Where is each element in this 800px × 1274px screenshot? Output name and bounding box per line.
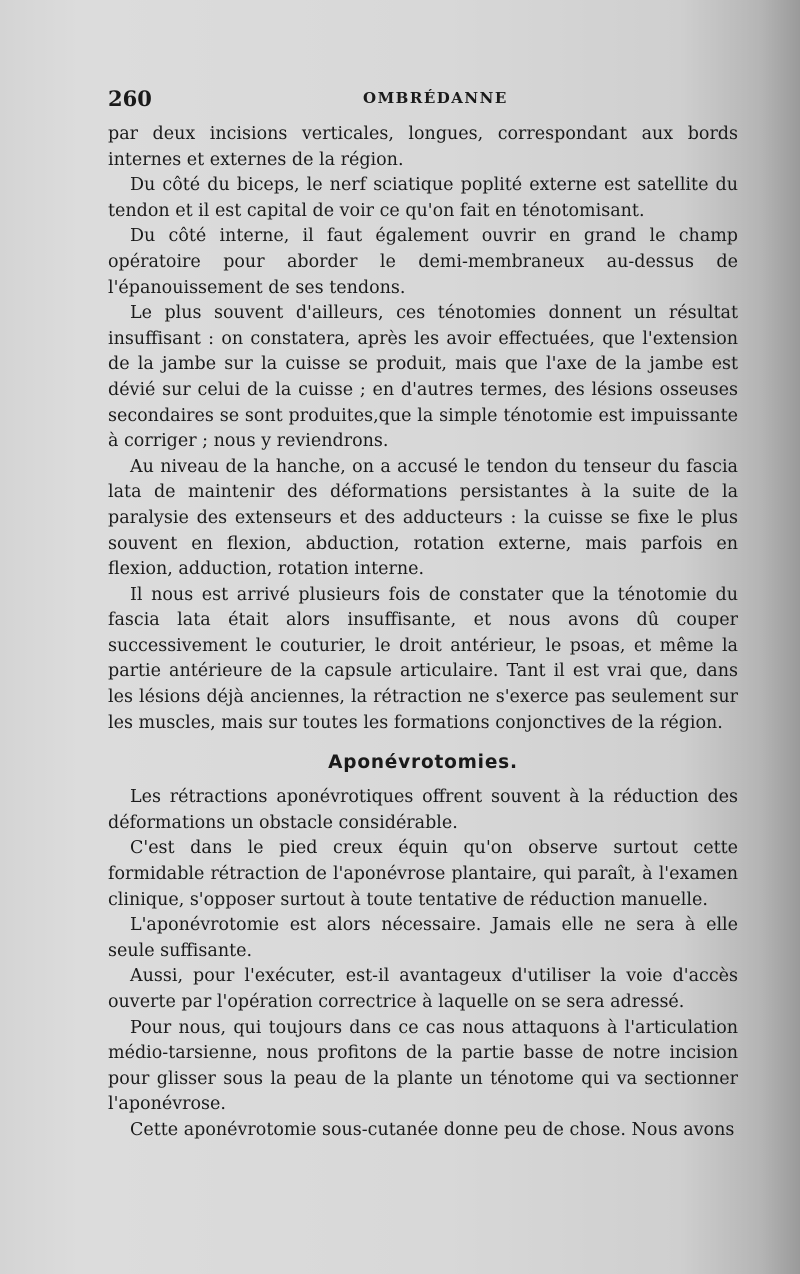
paragraph: Le plus souvent d'ailleurs, ces ténotomies donnent un résultat insuffisant : on constatera, après les avoir effectuées, que l'extension de la jambe sur la cuisse se produit, mais que l'axe de la jambe est dévié sur celui de la cuisse ; en d'autres termes, des lésions osseuses secondaires se sont produites,que la simple ténotomie est impuissante à corriger ; nous y reviendrons. (108, 303, 738, 452)
page-header (108, 86, 738, 114)
paragraph: Du côté interne, il faut également ouvrir en grand le champ opératoire pour aborder le demi-membraneux au-dessus de l'épanouissement de ses tendons. (108, 226, 738, 298)
paragraph: L'aponévrotomie est alors nécessaire. Jamais elle ne sera à elle seule suffisante. (108, 915, 738, 961)
running-head: OMBRÉDANNE (363, 89, 508, 107)
paragraph: Les rétractions aponévrotiques offrent souvent à la réduction des déformations un obstacle considérable. (108, 787, 738, 833)
paragraph: Au niveau de la hanche, on a accusé le tendon du tenseur du fascia lata de maintenir des déformations persistantes à la suite de la paralysie des extenseurs et des adducteurs : la cuisse se fixe le plus souvent en flexion, abduction, rotation externe, mais parfois en flexion, adduction, rotation interne. (108, 456, 738, 580)
body-text (108, 122, 738, 1144)
paragraph: par deux incisions verticales, longues, correspondant aux bords internes et externes de la région. (108, 124, 738, 170)
paragraph: Du côté du biceps, le nerf sciatique poplité externe est satellite du tendon et il est capital de voir ce qu'on fait en ténotomisant. (108, 175, 738, 221)
page-number: 260 (108, 86, 152, 111)
paragraph: Cette aponévrotomie sous-cutanée donne peu de chose. Nous avons (130, 1119, 735, 1140)
paragraph: Pour nous, qui toujours dans ce cas nous attaquons à l'articulation médio-tarsienne, nous profitons de la partie basse de notre incision pour glisser sous la peau de la plante un ténotome qui va sectionner l'aponévrose. (108, 1017, 738, 1115)
paragraph: Aussi, pour l'exécuter, est-il avantageux d'utiliser la voie d'accès ouverte par l'opération correctrice à laquelle on se sera adressé. (108, 966, 738, 1012)
section-heading: Aponévrotomies. (328, 752, 518, 774)
paragraph: Il nous est arrivé plusieurs fois de constater que la ténotomie du fascia lata était alors insuffisante, et nous avons dû couper successivement le couturier, le droit antérieur, le psoas, et même la partie antérieure de la capsule articulaire. Tant il est vrai que, dans les lésions déjà anciennes, la rétraction ne s'exerce pas seulement sur les muscles, mais sur toutes les formations conjonctives de la région. (108, 584, 738, 733)
paragraph: C'est dans le pied creux équin qu'on observe surtout cette formidable rétraction de l'aponévrose plantaire, qui paraît, à l'examen clinique, s'opposer surtout à toute tentative de réduction manuelle. (108, 838, 738, 910)
